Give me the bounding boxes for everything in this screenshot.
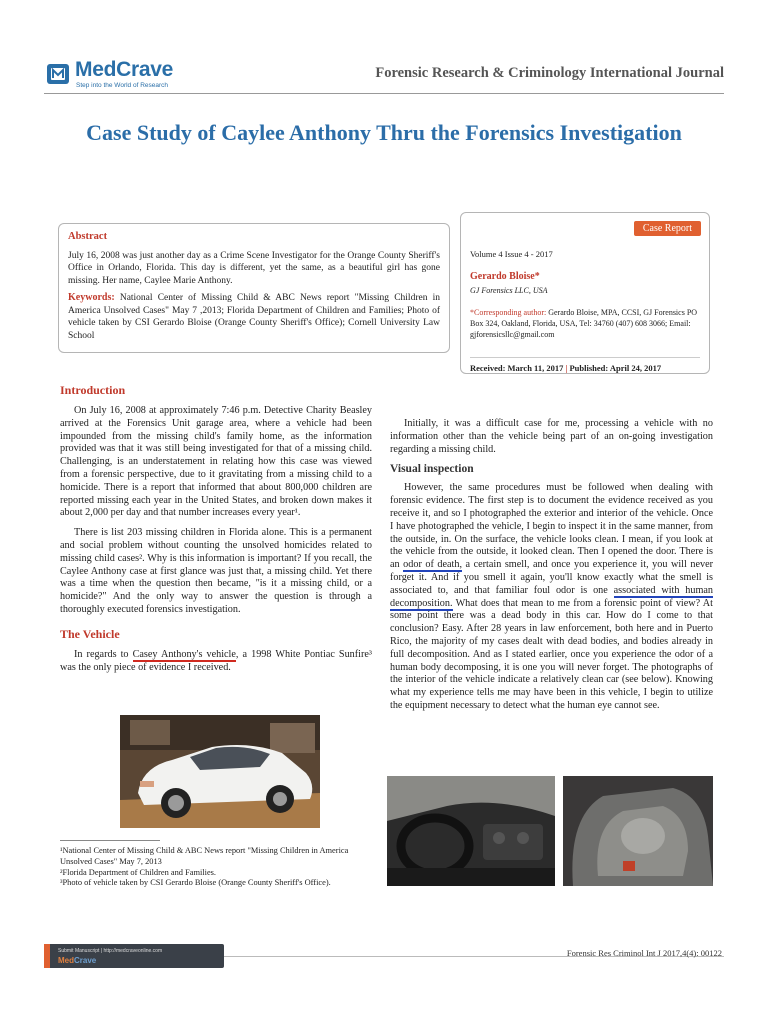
volume-issue: Volume 4 Issue 4 - 2017 <box>470 249 553 259</box>
vehicle-highlight: Casey Anthony's vehicle <box>132 648 236 660</box>
footer-logo-part-a: Med <box>58 956 74 965</box>
footer-accent-stripe <box>44 944 50 968</box>
vehicle-paragraph <box>60 649 372 675</box>
submit-manuscript-link[interactable]: Submit Manuscript | http://medcraveonline.com <box>58 948 163 954</box>
article-dates <box>470 363 661 374</box>
author-name[interactable]: Gerardo Bloise* <box>470 271 540 282</box>
article-info-box <box>460 212 710 374</box>
vehicle-text-a: In regards to <box>74 648 133 660</box>
visual-inspection-heading: Visual inspection <box>390 463 474 476</box>
visual-inspection-paragraph <box>390 482 713 712</box>
footnote-3: ³Photo of vehicle taken by CSI Gerardo Bloise (Orange County Sheriff's Office). <box>60 878 331 888</box>
vehicle-exterior-image <box>120 715 320 828</box>
keywords-label: Keywords: <box>68 292 115 303</box>
header-divider <box>44 93 724 94</box>
footer-citation: Forensic Res Criminol Int J 2017,4(4): 00122 <box>566 948 722 958</box>
right-column <box>390 418 713 720</box>
introduction-heading: Introduction <box>60 383 126 397</box>
footer-logo-part-b: Crave <box>74 956 97 965</box>
medcrave-logo[interactable] <box>44 58 194 92</box>
corresponding-author <box>470 307 700 340</box>
abstract-box <box>58 223 450 353</box>
vehicle-exterior-photo <box>120 715 320 828</box>
abstract-heading: Abstract <box>68 231 108 242</box>
visual-text-b: a certain smell, and once you experience it, you will never forget it. And if you smell it again, you'll know exactly what the smell is associated to, and that familiar foul odor is one <box>390 559 713 596</box>
info-divider <box>470 357 700 358</box>
odor-of-death-highlight: odor of death, <box>403 559 462 571</box>
keywords <box>68 292 440 342</box>
journal-name: Forensic Research & Criminology International Journal <box>375 65 724 81</box>
intro-paragraph-1: On July 16, 2008 at approximately 7:46 p.m. Detective Charity Beasley arrived at the Forensics Unit garage area, where a vehicle had been impounded from the missing child's family home, as the information provided was that it was still being investigated for that of a missing child. Challenging, is an understatement in relating how this case was viewed from a forensic perspective, due to it gravitating from a missing child to a homicide. There is a report that informed that about 800,000 children are reported missing each year in the United States, and broken down makes it about 2,000 per day and that number increases every year¹. <box>60 405 372 519</box>
author-affiliation: GJ Forensics LLC, USA <box>470 286 548 295</box>
article-title: Case Study of Caylee Anthony Thru the Forensics Investigation <box>86 120 682 145</box>
footnotes <box>60 846 372 889</box>
published-date: Published: April 24, 2017 <box>569 363 662 373</box>
intro-paragraph-2: There is list 203 missing children in Florida alone. This is a permanent and social problem without counting the unsolved homicides related to missing child cases². Why is this information is important? If you recall, the Caylee Anthony case at first glance was just that, a missing child. Yet there was a time when the question then became, "is it a missing child, or a homicide?" And the only way to answer the question is through a thoroughly executed forensics investigation. <box>60 527 372 615</box>
abstract-text: July 16, 2008 was just another day as a Crime Scene Investigator for the Orange County Sheriff's Office in Orlando, Florida. This day is different, yet the same, as a beautiful girl has gone missing. Her name, Caylee Marie Anthony. <box>68 250 440 286</box>
logo-tagline: Step into the World of Research <box>76 82 169 89</box>
footer-logo <box>58 956 96 965</box>
vehicle-text-b: , a 1998 White Pontiac Sunfire³ was the only piece of evidence I received. <box>60 648 372 673</box>
vehicle-interior-image-1 <box>387 776 555 886</box>
medcrave-logo-icon <box>46 62 70 86</box>
received-date: Received: March 11, 2017 <box>470 363 564 373</box>
vehicle-interior-photo-2 <box>563 776 713 886</box>
vehicle-heading: The Vehicle <box>60 626 120 641</box>
vehicle-interior-image-2 <box>563 776 713 886</box>
footnote-divider <box>60 840 160 841</box>
vehicle-interior-photo-1 <box>387 776 555 886</box>
visual-text-a: However, the same procedures must be followed when dealing with forensic evidence. The first step is to document the evidence received as you receive it, and so I photographed the exterior and interior of the vehicle. Once I have photographed the vehicle, I begin to inspect it in the same manner, from the outside, in. On the surface, the vehicle looks clean. I mean, if you look at the vehicle from the outside, it looked clean. Then I opened the door. There is an <box>390 482 713 571</box>
decomposition-highlight: associated with human decomposition. <box>390 584 714 609</box>
keywords-text: National Center of Missing Child & ABC News report "Missing Children in America Unsolved Cases" May 7 ,2013; Florida Department of Children and Families; Photo of vehicle taken by CSI Gerardo Bloise (Orange County Sheriff's Office); Cornell University Law School <box>68 293 440 341</box>
case-report-badge: Case Report <box>634 221 701 236</box>
footer-submit-bar[interactable] <box>44 944 224 968</box>
footnote-2: ²Florida Department of Children and Families. <box>60 867 217 877</box>
corresponding-author-text: Gerardo Bloise, MPA, CCSI, GJ Forensics PO Box 324, Oakland, Florida, USA, Tel: 34760 (407) 608 3066; Email: <box>470 308 698 328</box>
right-paragraph-1: Initially, it was a difficult case for me, processing a vehicle with no information other than the vehicle being part of an on-going investigation regarding a missing child. <box>390 418 713 455</box>
journal-header <box>44 58 724 92</box>
logo-text: MedCrave <box>75 58 173 81</box>
corresponding-author-email[interactable]: gjforensicsllc@gmail.com <box>470 330 555 339</box>
footnote-1: ¹National Center of Missing Child & ABC News report "Missing Children in America Unsolved Cases" May 7, 2013 <box>60 846 349 866</box>
visual-text-c: What does that mean to me from a forensic point of view? At some point there was a dead body in this car. How do I come to that conclusion? Easy. After 28 years in law enforcement, both here and in Puerto Rico, the majority of my cases dealt with dead bodies, and bodies already in full decomposition. And as I stated earlier, once you experience the odor of a human body decomposing, it is one you will never forget. The photographs of the interior of the vehicle indicate a relatively clean car (see below). Knowing what my experience tells me may have been in this vehicle, I begin to utilize the equipment necessary to detect what the human eye cannot see. <box>390 597 713 711</box>
corresponding-author-label: *Corresponding author: <box>470 308 547 317</box>
date-separator: | <box>565 363 568 373</box>
left-column <box>60 383 372 681</box>
